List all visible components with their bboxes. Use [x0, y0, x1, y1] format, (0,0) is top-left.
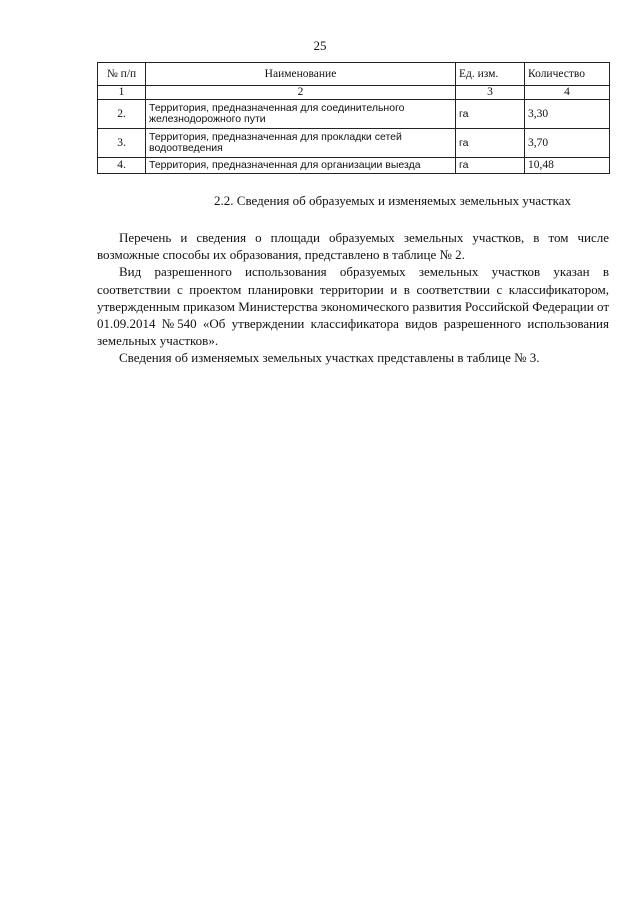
row-unit: га: [456, 129, 525, 158]
row-number: 3.: [98, 129, 146, 158]
row-unit: га: [456, 100, 525, 129]
header-unit: Ед. изм.: [456, 63, 525, 86]
table-header-row: [98, 63, 610, 86]
row-number: 4.: [98, 158, 146, 174]
header-name: Наименование: [146, 63, 456, 86]
index-cell: 4: [525, 86, 610, 100]
paragraph: Вид разрешенного использования образуемых земельных участков указан в соответствии с проектом планировки территории и в соответствии с классификатором, утвержденным приказом Министерства экономического развития Российской Федерации от 01.09.2014 №540 «Об утверждении классификатора видов разрешенного использования земельных участков».: [97, 264, 609, 349]
paragraph: Сведения об изменяемых земельных участках представлены в таблице № 3.: [119, 350, 540, 366]
row-name: Территория, предназначенная для организации выезда: [146, 158, 456, 174]
table-index-row: [98, 86, 610, 100]
paragraph: Перечень и сведения о площади образуемых земельных участков, в том числе возможные способы их образования, представлено в таблице № 2.: [97, 230, 609, 263]
row-name: Территория, предназначенная для соединительного железнодорожного пути: [146, 100, 456, 129]
row-quantity: 3,70: [525, 129, 610, 158]
row-unit: га: [456, 158, 525, 174]
page-number: 25: [313, 38, 327, 53]
table-row: [98, 158, 610, 174]
table-row: [98, 129, 610, 158]
section-body: [97, 229, 609, 367]
header-number: № п/п: [98, 63, 146, 86]
row-name: Территория, предназначенная для прокладки сетей водоотведения: [146, 129, 456, 158]
row-number: 2.: [98, 100, 146, 129]
index-cell: 1: [98, 86, 146, 100]
table-row: [98, 100, 610, 129]
header-quantity: Количество: [525, 63, 610, 86]
row-quantity: 3,30: [525, 100, 610, 129]
index-cell: 2: [146, 86, 456, 100]
index-cell: 3: [456, 86, 525, 100]
section-heading: 2.2. Сведения об образуемых и изменяемых земельных участках: [214, 193, 571, 208]
land-area-table: [97, 62, 610, 174]
row-quantity: 10,48: [525, 158, 610, 174]
